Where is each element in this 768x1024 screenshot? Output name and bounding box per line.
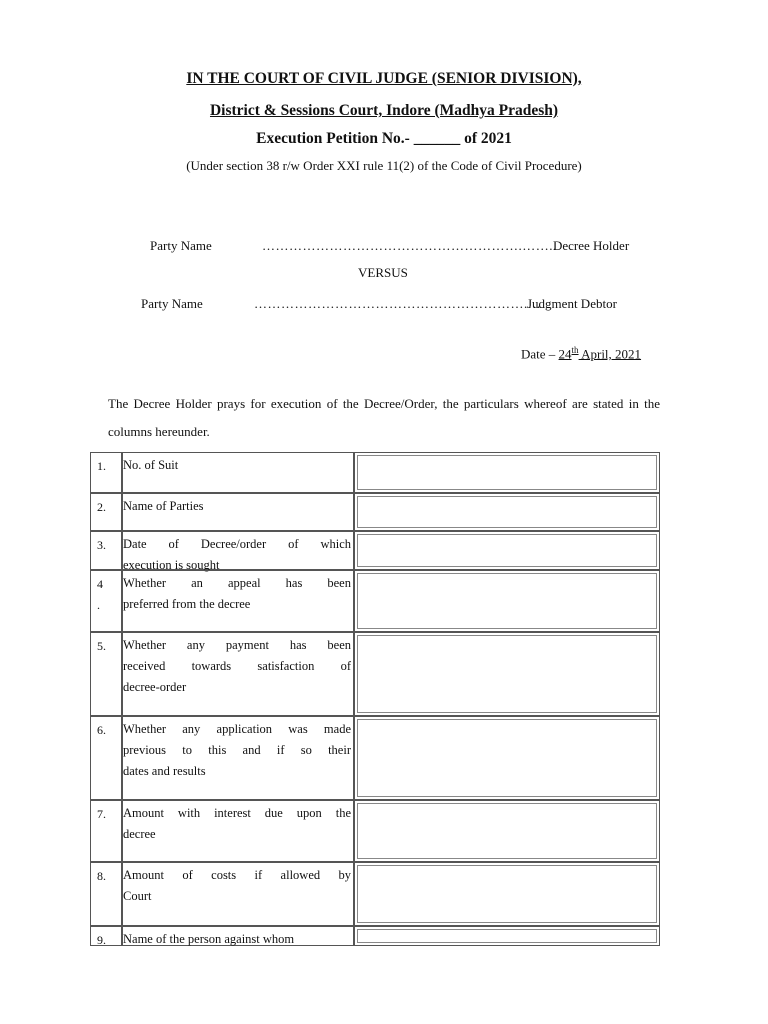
answer-cell[interactable] [354,926,660,946]
petition-date [521,345,641,362]
decree-holder-dots: ………………………………………………….…….. [262,238,557,253]
answer-cell-border [357,455,657,490]
judgment-debtor-dots: …………………………………………………….… [254,296,542,311]
intro-paragraph: The Decree Holder prays for execution of the Decree/Order, the particulars whereof are stated in the columns hereunder. [108,396,660,439]
date-prefix: Date – [521,346,559,362]
row-particular [122,493,354,531]
row-number: 9. [90,926,122,946]
particular-line: Name of the person against whom [123,932,295,946]
particular-line: previous to this and if so their [123,743,351,757]
date-month-year: April, 2021 [578,346,642,362]
petition-subtitle: (Under section 38 r/w Order XXI rule 11(2) of the Code of Civil Procedure) [186,158,582,173]
row-number: 8. [90,862,122,926]
judgment-debtor-role: Judgment Debtor [527,296,617,311]
particular-line: Amount of costs if allowed by [123,868,351,882]
judgment-debtor-label: Party Name [141,296,203,311]
row-particular [122,926,354,946]
court-location: District & Sessions Court, Indore (Madhya Pradesh) [209,102,559,119]
answer-cell[interactable] [354,531,660,570]
answer-cell[interactable] [354,716,660,800]
answer-cell-border [357,929,657,943]
particular-line: Whether an appeal has been [123,576,351,590]
table-row [90,716,660,800]
row-particular [122,800,354,862]
particular-line: execution is sought [123,558,220,572]
particular-line: received towards satisfaction of [123,659,351,673]
decree-holder-label: Party Name [150,238,212,253]
petition-prefix: Execution Petition No.- [256,130,414,147]
answer-cell[interactable] [354,800,660,862]
answer-cell-border [357,534,657,567]
particular-line: No. of Suit [123,458,179,472]
particular-line: Whether any application was made [123,722,351,736]
table-row [90,800,660,862]
answer-cell[interactable] [354,493,660,531]
answer-cell[interactable] [354,862,660,926]
answer-cell-border [357,719,657,797]
row-particular [122,570,354,632]
table-row [90,632,660,716]
table-row [90,926,660,946]
date-day: 24 [558,346,572,362]
row-number: 1. [90,452,122,493]
answer-cell[interactable] [354,452,660,493]
particular-line: Whether any payment has been [123,638,351,652]
petition-title [0,130,768,148]
date-day-suffix: th [571,345,579,355]
row-particular [122,452,354,493]
table-row [90,493,660,531]
row-number: 4 . [90,570,122,632]
row-number: 5. [90,632,122,716]
table-row [90,452,660,493]
particular-line: decree-order [123,680,187,694]
petition-number-blank: ______ [413,130,461,147]
row-number: 2. [90,493,122,531]
row-particular [122,862,354,926]
answer-cell-border [357,865,657,923]
row-number: 6. [90,716,122,800]
answer-cell-border [357,635,657,713]
table-row [90,862,660,926]
particular-line: Date of Decree/order of which [123,537,351,551]
row-particular [122,716,354,800]
answer-cell[interactable] [354,632,660,716]
particular-line: dates and results [123,764,206,778]
row-particular [122,531,354,570]
table-row [90,531,660,570]
row-number: 7. [90,800,122,862]
answer-cell-border [357,573,657,629]
answer-cell-border [357,496,657,528]
decree-holder-role: Decree Holder [553,238,630,253]
answer-cell-border [357,803,657,859]
row-particular [122,632,354,716]
particular-line: Amount with interest due upon the [123,806,351,820]
court-heading: IN THE COURT OF CIVIL JUDGE (SENIOR DIVISION), [186,70,582,87]
versus-label: VERSUS [358,265,408,280]
particular-line: decree [123,827,156,841]
particular-line: Name of Parties [123,499,204,513]
table-row [90,570,660,632]
particular-line: preferred from the decree [123,597,251,611]
particular-line: Court [123,889,152,903]
answer-cell[interactable] [354,570,660,632]
row-number: 3. [90,531,122,570]
petition-year: of 2021 [460,130,512,147]
